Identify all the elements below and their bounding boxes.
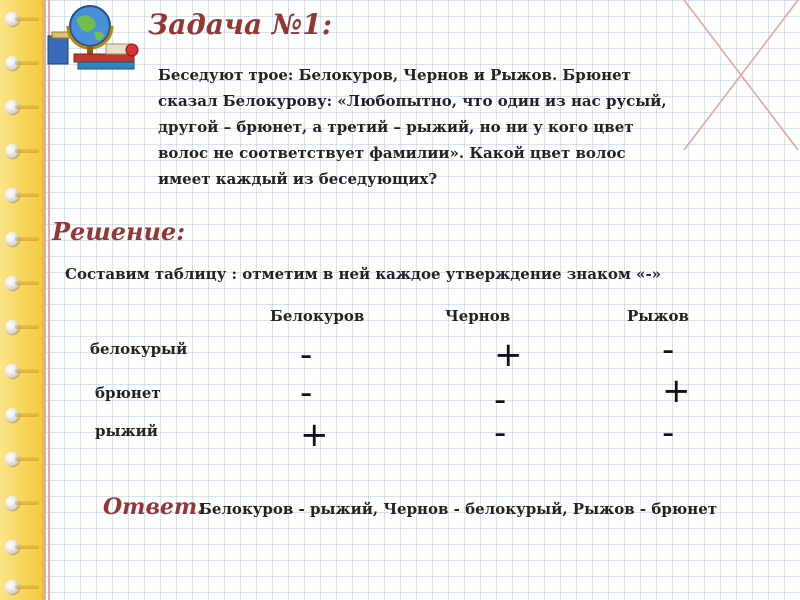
- spiral-ring-icon: [5, 320, 19, 334]
- spiral-ring-icon: [5, 188, 19, 202]
- solution-heading: Решение:: [52, 217, 186, 246]
- problem-text: [158, 62, 698, 192]
- notebook-binding: [0, 0, 44, 600]
- table-cell-mark: -: [494, 380, 507, 420]
- spiral-ring-icon: [5, 452, 19, 466]
- row-header-red: рыжий: [95, 422, 158, 440]
- problem-line: имеет каждый из беседующих?: [158, 170, 438, 188]
- table-cell-mark: +: [662, 371, 691, 411]
- table-cell-mark: -: [662, 413, 675, 453]
- spiral-ring-icon: [5, 540, 19, 554]
- problem-line: сказал Белокурову: «Любопытно, что один из нас русый,: [158, 92, 667, 110]
- column-header-belokurov: Белокуров: [270, 307, 365, 325]
- spiral-ring-icon: [5, 276, 19, 290]
- spiral-ring-icon: [5, 364, 19, 378]
- spiral-ring-icon: [5, 100, 19, 114]
- table-cell-mark: +: [300, 415, 329, 455]
- answer-text: Белокуров - рыжий, Чернов - белокурый, Рыжов - брюнет: [199, 500, 718, 518]
- margin-line: [48, 0, 50, 600]
- spiral-ring-icon: [5, 144, 19, 158]
- column-header-chernov: Чернов: [445, 307, 511, 325]
- spiral-ring-icon: [5, 408, 19, 422]
- spiral-ring-icon: [5, 580, 19, 594]
- table-cell-mark: -: [662, 330, 675, 370]
- table-cell-mark: +: [494, 335, 523, 375]
- spiral-ring-icon: [5, 12, 19, 26]
- problem-line: Беседуют трое: Белокуров, Чернов и Рыжов. Брюнет: [158, 66, 631, 84]
- instruction-text: Составим таблицу : отметим в ней каждое утверждение знаком «-»: [65, 265, 662, 283]
- table-cell-mark: -: [300, 335, 313, 375]
- problem-line: другой – брюнет, а третий – рыжий, но ни у кого цвет: [158, 118, 634, 136]
- column-header-ryzhov: Рыжов: [627, 307, 689, 325]
- decorative-cross: [680, 0, 800, 150]
- answer-label: Ответ:: [103, 494, 206, 520]
- row-header-brunet: брюнет: [95, 384, 161, 402]
- margin-line: [44, 0, 46, 600]
- globe-books-icon: [46, 2, 144, 72]
- spiral-ring-icon: [5, 232, 19, 246]
- problem-line: волос не соответствует фамилии». Какой цвет волос: [158, 144, 626, 162]
- page-title: Задача №1:: [148, 8, 333, 41]
- table-cell-mark: -: [300, 373, 313, 413]
- row-header-blond: белокурый: [90, 340, 188, 358]
- spiral-ring-icon: [5, 496, 19, 510]
- spiral-ring-icon: [5, 56, 19, 70]
- table-cell-mark: -: [494, 413, 507, 453]
